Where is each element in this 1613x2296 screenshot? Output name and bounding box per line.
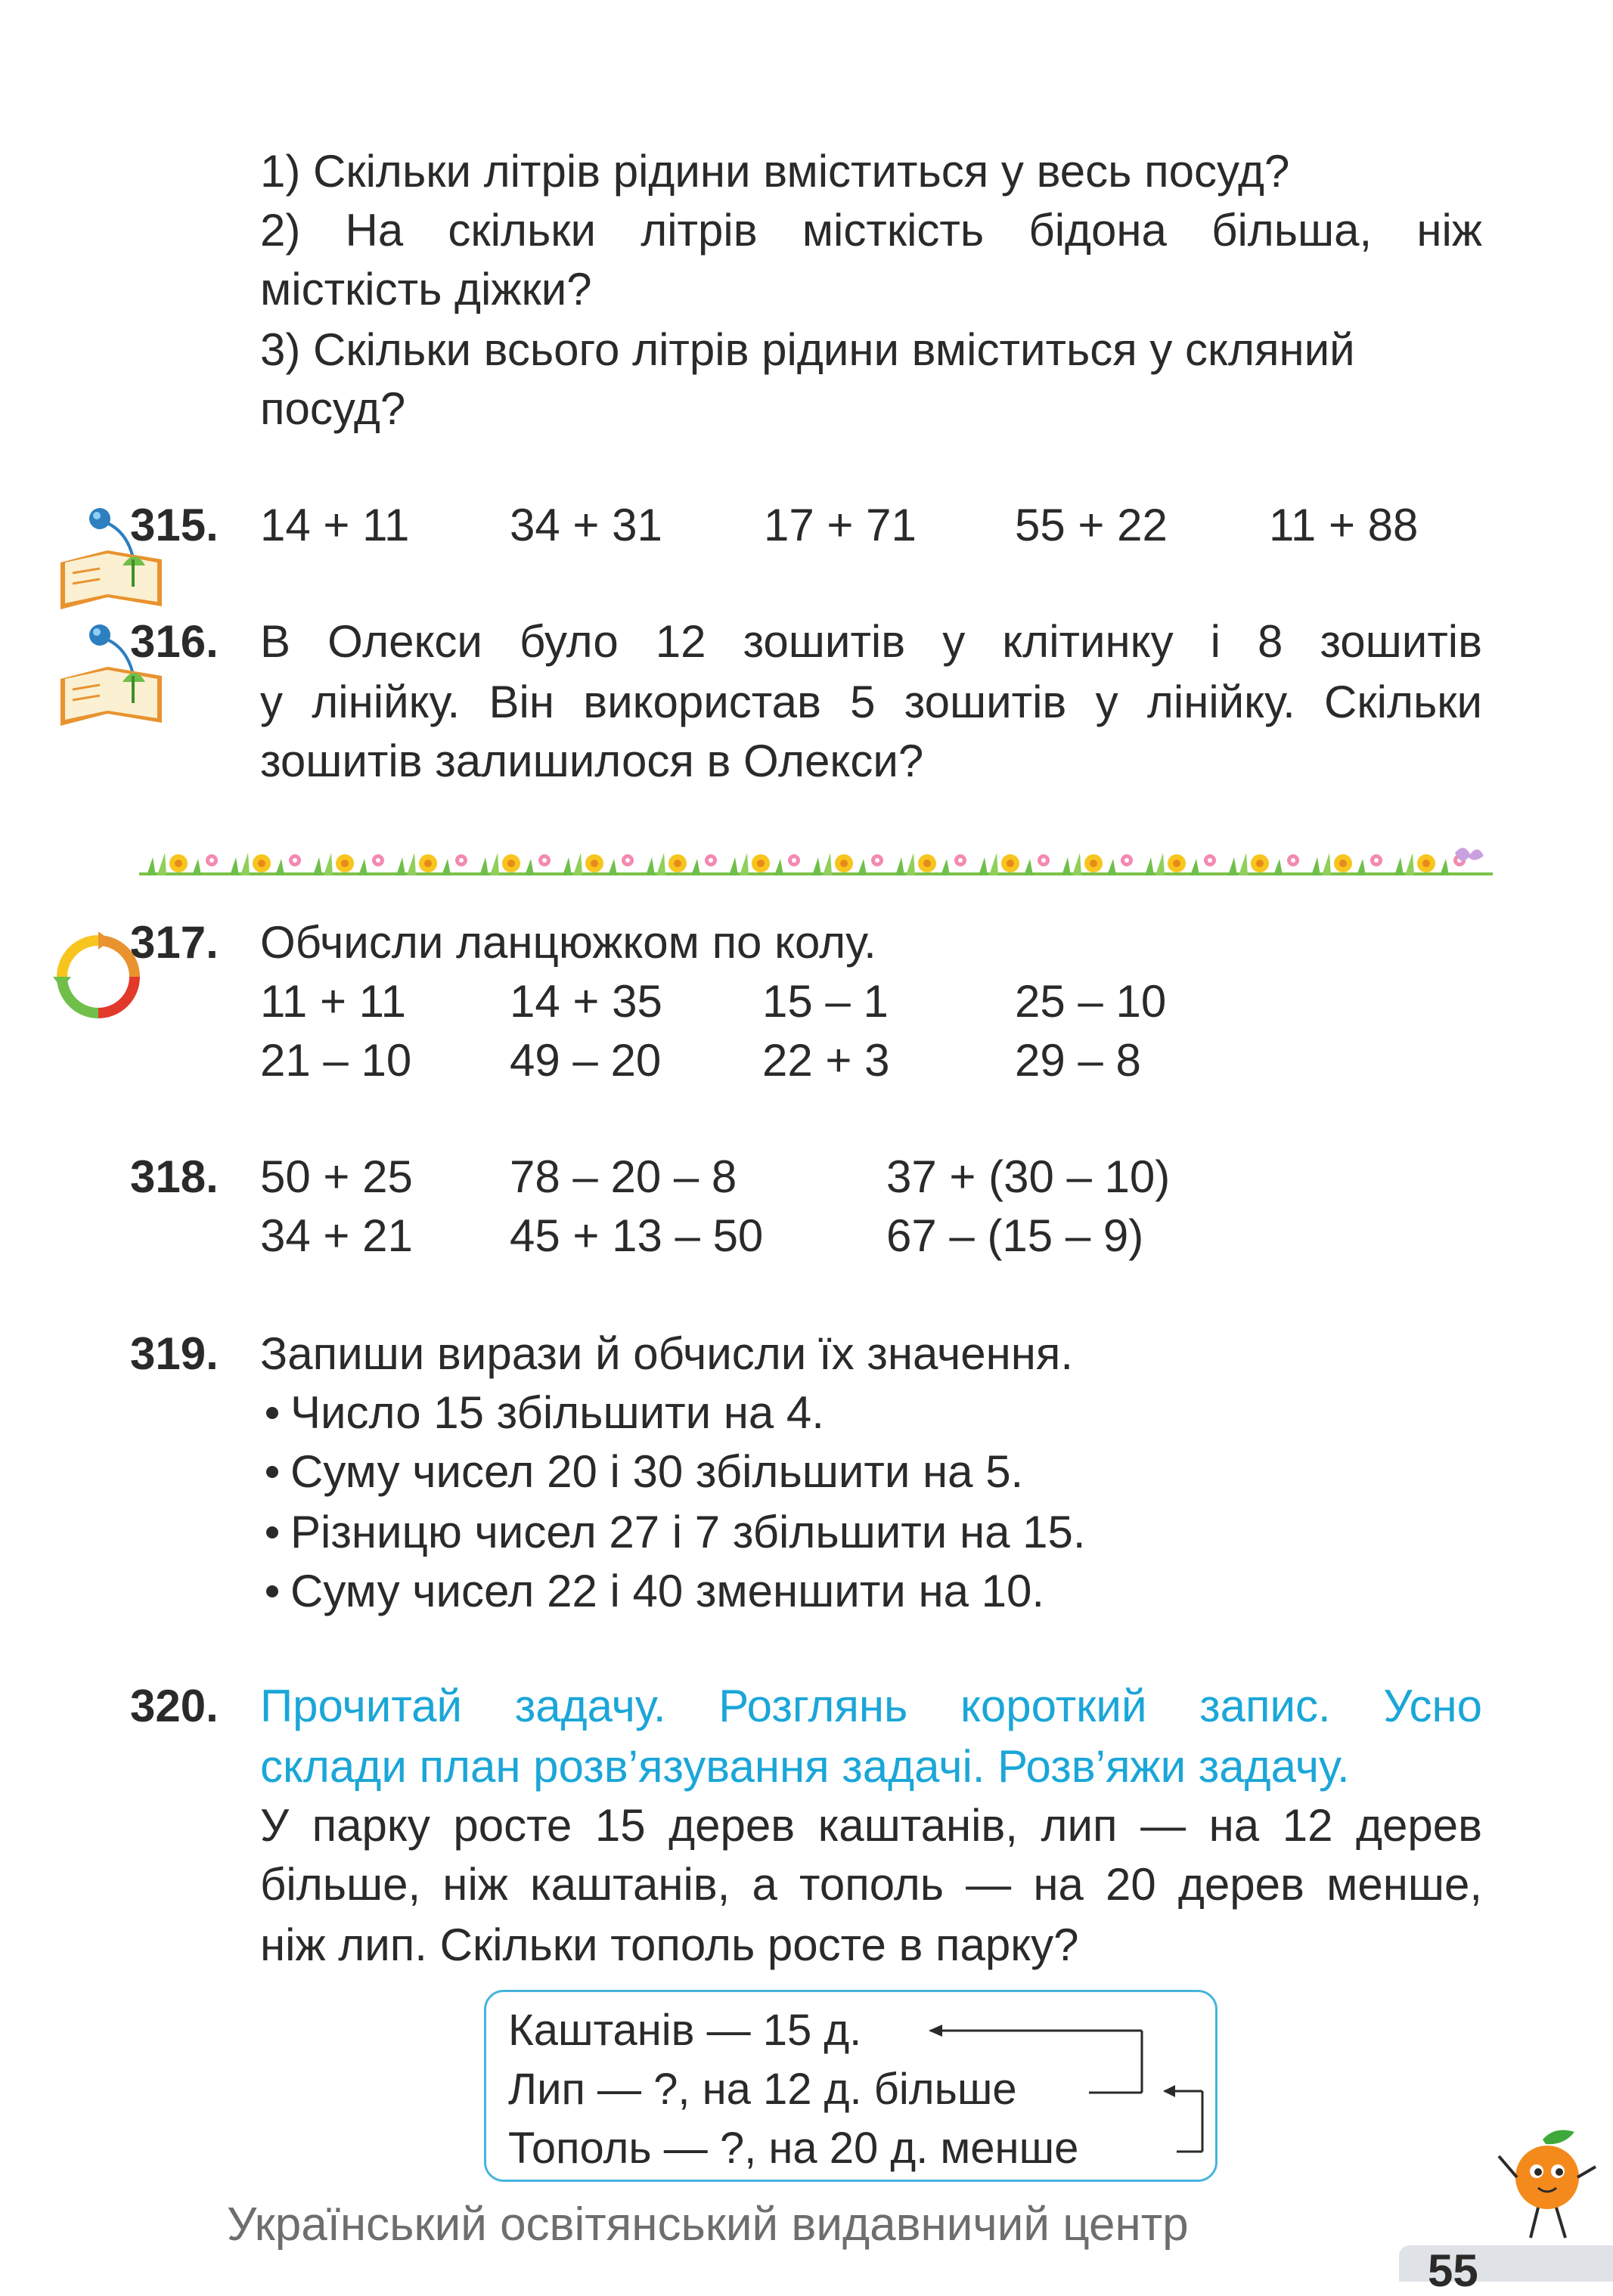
task-315-expr-3: 17 + 71 (764, 500, 917, 550)
record-line-chestnuts: Каштанів — 15 д. (508, 2006, 862, 2055)
task-319-bullet-3 (266, 1503, 1086, 1562)
task-316-line-3: зошитів залишилося в Олекси? (260, 736, 924, 786)
task-315-expr-1: 14 + 11 (260, 500, 410, 550)
intro-question-3-line-1: 3) Скільки всього літрів рідини вміститься у скляний (260, 324, 1355, 375)
task-319-bullet-4 (266, 1562, 1044, 1621)
intro-question-1: 1) Скільки літрів рідини вміститься у весь посуд? (260, 146, 1290, 197)
task-317-row2-expr-3: 22 + 3 (762, 1035, 890, 1086)
task-317-row2-expr-2: 49 – 20 (510, 1035, 662, 1086)
task-317-row1-expr-4: 25 – 10 (1015, 976, 1167, 1027)
task-320-text-line-2: більше, ніж каштанів, а тополь — на 20 дерев менше, (260, 1859, 1482, 1910)
task-318-row2-expr-3: 67 – (15 – 9) (886, 1210, 1144, 1261)
intro-question-2-line-1: 2) На скільки літрів місткість бідона більша, ніж (260, 205, 1482, 256)
task-319-bullet-1 (266, 1383, 824, 1442)
task-319-bullet-text: Число 15 збільшити на 4. (290, 1387, 824, 1438)
bullet-icon (266, 1585, 278, 1597)
task-318-row2-expr-2: 45 + 13 – 50 (510, 1210, 764, 1261)
task-317-row1-expr-2: 14 + 35 (510, 976, 662, 1027)
task-320-number: 320. (130, 1681, 219, 1731)
task-320-text-line-3: ніж лип. Скільки тополь росте в парку? (260, 1920, 1079, 1970)
task-317-row2-expr-1: 21 – 10 (260, 1035, 412, 1086)
task-317-row2-expr-4: 29 – 8 (1015, 1035, 1141, 1086)
intro-question-2-line-2: місткість діжки? (260, 264, 592, 314)
task-320-instruction-line-2: склади план розв’язування задачі. Розв’яжи задачу. (260, 1741, 1350, 1792)
publisher-footer: Український освітянський видавничий центр (227, 2198, 1189, 2251)
task-316-number: 316. (130, 616, 219, 667)
task-318-row2-expr-1: 34 + 21 (260, 1210, 413, 1261)
record-line-lindens: Лип — ?, на 12 д. більше (508, 2065, 1017, 2114)
comparison-arrows-icon (907, 2003, 1218, 2177)
intro-question-3-line-2: посуд? (260, 383, 406, 434)
task-319-number: 319. (130, 1328, 219, 1379)
task-317-number: 317. (130, 917, 219, 968)
bullet-icon (266, 1526, 278, 1538)
task-320-text-line-1: У парку росте 15 дерев каштанів, лип — на 12 дерев (260, 1800, 1482, 1851)
task-319-title: Запиши вирази й обчисли їх значення. (260, 1328, 1074, 1379)
task-318-row1-expr-2: 78 – 20 – 8 (510, 1151, 737, 1202)
record-line-poplars: Тополь — ?, на 20 д. менше (508, 2124, 1079, 2173)
task-315-expr-2: 34 + 31 (510, 500, 662, 550)
task-317-title: Обчисли ланцюжком по колу. (260, 917, 876, 968)
task-315-expr-4: 55 + 22 (1015, 500, 1168, 550)
orange-mascot-icon (1490, 2124, 1603, 2253)
task-318-row1-expr-1: 50 + 25 (260, 1151, 413, 1202)
task-316-line-1: В Олекси було 12 зошитів у клітинку і 8 зошитів (260, 616, 1482, 667)
task-318-number: 318. (130, 1151, 219, 1202)
task-316-line-2: у лінійку. Він використав 5 зошитів у лінійку. Скільки (260, 677, 1482, 727)
task-315-expr-5: 11 + 88 (1269, 500, 1419, 550)
task-320-instruction-line-1: Прочитай задачу. Розглянь короткий запис. Усно (260, 1681, 1482, 1731)
task-318-row1-expr-3: 37 + (30 – 10) (886, 1151, 1171, 1202)
bullet-icon (266, 1466, 278, 1478)
task-319-bullet-2 (266, 1442, 1023, 1501)
task-319-bullet-text: Суму чисел 22 і 40 зменшити на 10. (290, 1566, 1045, 1616)
task-319-bullet-text: Різницю чисел 27 і 7 збільшити на 15. (290, 1507, 1086, 1557)
task-317-row1-expr-1: 11 + 11 (260, 976, 406, 1027)
bullet-icon (266, 1407, 278, 1419)
task-319-bullet-text: Суму чисел 20 і 30 збільшити на 5. (290, 1446, 1024, 1497)
task-315-number: 315. (130, 500, 219, 550)
page-number: 55 (1428, 2245, 1478, 2296)
flower-border (139, 838, 1493, 883)
task-317-row1-expr-3: 15 – 1 (762, 976, 889, 1027)
